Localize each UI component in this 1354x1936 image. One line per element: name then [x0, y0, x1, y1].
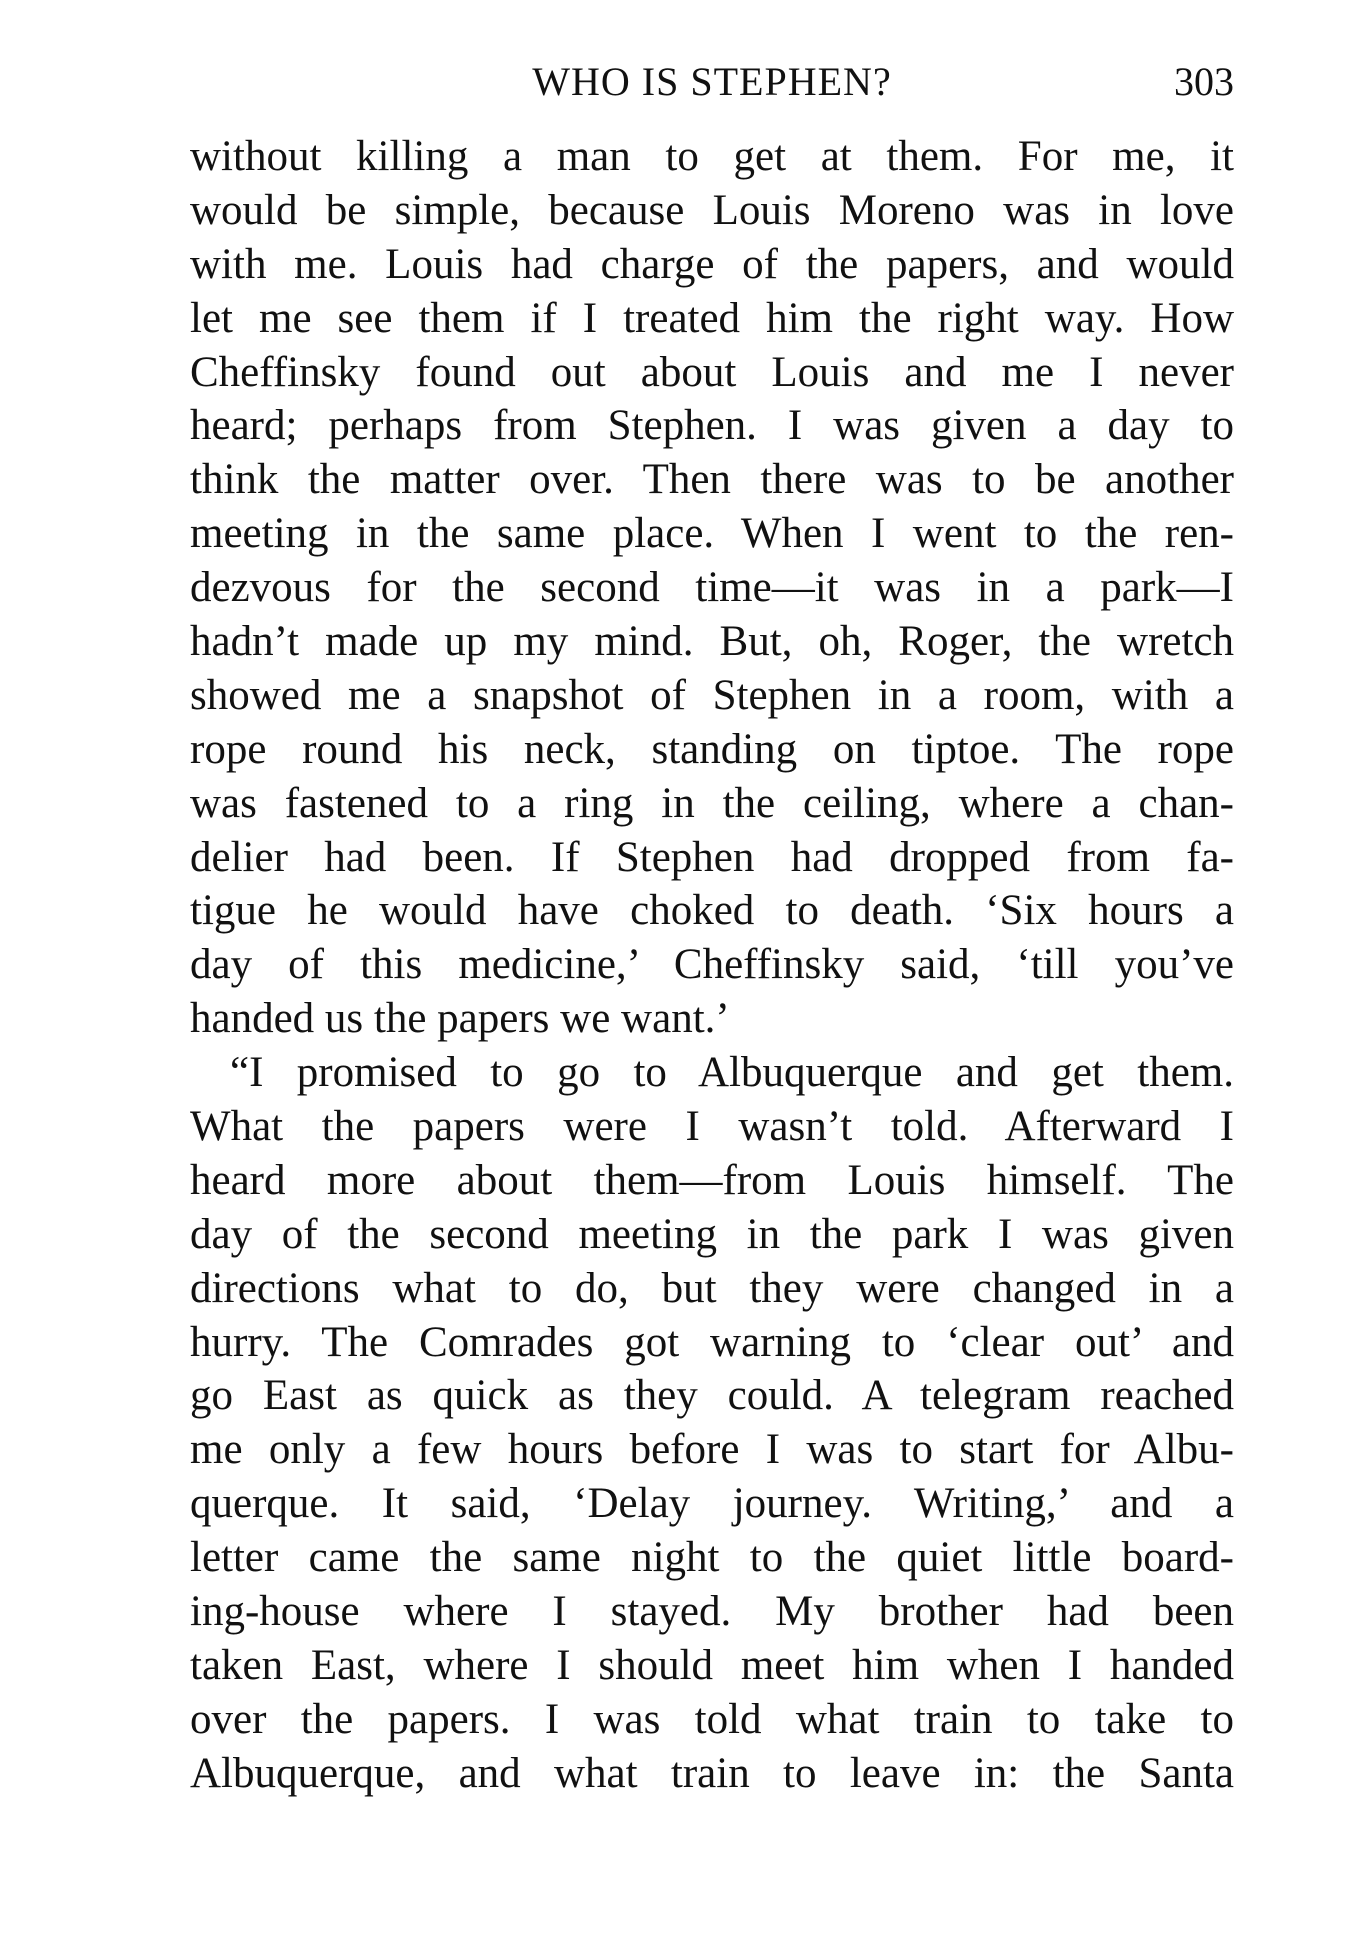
body-text	[190, 130, 1234, 1801]
text-line: Albuquerque, and what train to leave in: the Santa	[190, 1749, 1234, 1797]
text-line: over the papers. I was told what train to take to	[190, 1695, 1234, 1743]
text-line: letter came the same night to the quiet little board-	[190, 1534, 1234, 1582]
text-line: dezvous for the second time—it was in a park—I	[190, 564, 1234, 612]
text-line: showed me a snapshot of Stephen in a room, with a	[190, 671, 1234, 719]
text-line: think the matter over. Then there was to be another	[190, 456, 1234, 504]
text-line: heard; perhaps from Stephen. I was given a day to	[190, 402, 1234, 450]
text-line: taken East, where I should meet him when I handed	[190, 1641, 1234, 1689]
text-line: day of the second meeting in the park I was given	[190, 1210, 1234, 1258]
text-line: ing-house where I stayed. My brother had been	[190, 1588, 1234, 1636]
text-line: meeting in the same place. When I went to the ren-	[190, 510, 1234, 558]
running-title: WHO IS STEPHEN?	[532, 59, 892, 104]
text-line: “I promised to go to Albuquerque and get them.	[230, 1049, 1234, 1097]
text-line: delier had been. If Stephen had dropped from fa-	[190, 833, 1234, 881]
text-line: day of this medicine,’ Cheffinsky said, ‘till you’ve	[190, 941, 1234, 989]
text-line: me only a few hours before I was to start for Albu-	[190, 1426, 1234, 1474]
text-line: with me. Louis had charge of the papers, and would	[190, 240, 1234, 288]
text-line: was fastened to a ring in the ceiling, where a chan-	[190, 779, 1234, 827]
text-line: heard more about them—from Louis himself. The	[190, 1156, 1234, 1204]
text-line: directions what to do, but they were changed in a	[190, 1264, 1234, 1312]
text-line: hurry. The Comrades got warning to ‘clear out’ and	[190, 1318, 1234, 1366]
page-header	[190, 56, 1234, 108]
text-line: tigue he would have choked to death. ‘Six hours a	[190, 887, 1234, 935]
text-line: go East as quick as they could. A telegram reached	[190, 1372, 1234, 1420]
text-line: handed us the papers we want.’	[190, 995, 730, 1043]
text-line: let me see them if I treated him the right way. How	[190, 294, 1234, 342]
text-line: hadn’t made up my mind. But, oh, Roger, the wretch	[190, 618, 1234, 666]
text-line: rope round his neck, standing on tiptoe. The rope	[190, 725, 1234, 773]
page-number: 303	[1174, 59, 1234, 104]
text-line: What the papers were I wasn’t told. Afterward I	[190, 1103, 1234, 1151]
text-line: would be simple, because Louis Moreno was in love	[190, 186, 1234, 234]
text-line: without killing a man to get at them. For me, it	[190, 133, 1234, 180]
text-line: querque. It said, ‘Delay journey. Writing,’ and a	[190, 1480, 1234, 1528]
text-line: Cheffinsky found out about Louis and me I never	[190, 348, 1234, 396]
